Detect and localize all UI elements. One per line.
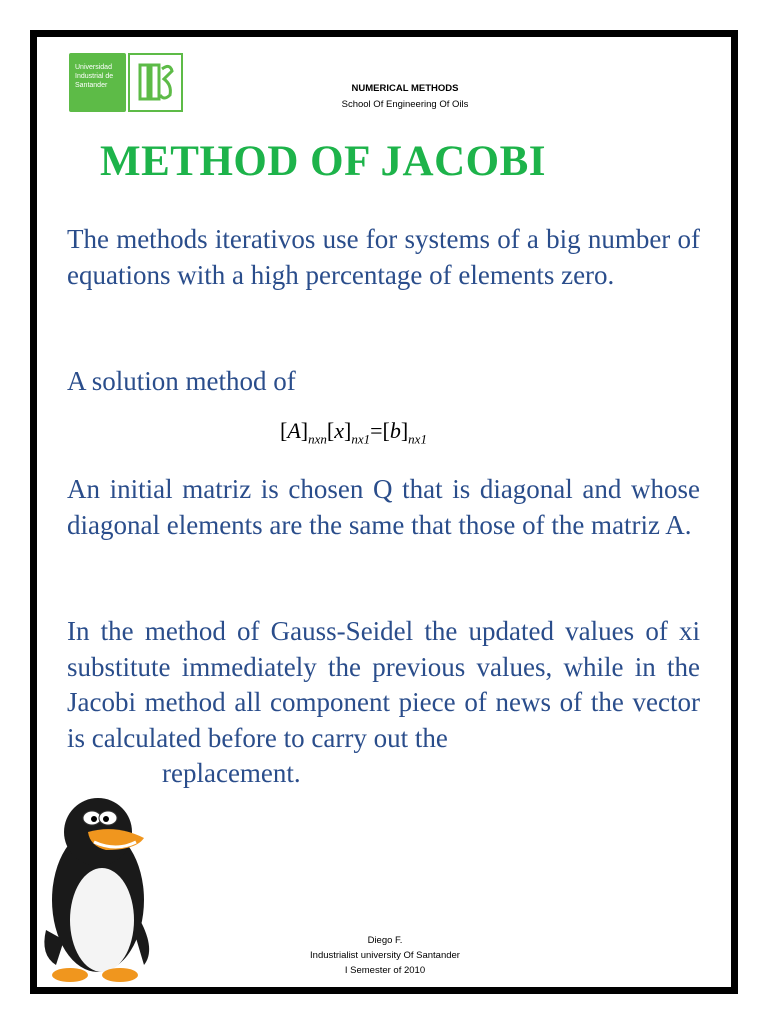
paragraph-gauss-seidel-main: In the method of Gauss-Seidel the updated values of xi substitute immediately the previous values, while in the Jacobi method all component piece of news of the vector is calculated before to carry out the: [67, 616, 700, 753]
bracket-open-a: [: [280, 418, 288, 443]
page-title: METHOD OF JACOBI: [100, 138, 546, 185]
vector-b-dim: nx1: [408, 431, 427, 447]
penguin-mascot-icon: [36, 780, 156, 985]
paragraph-solution: A solution method of: [67, 366, 296, 396]
course-title: NUMERICAL METHODS: [351, 83, 459, 94]
university-logo-icon: [69, 53, 126, 112]
logo-text: Universidad Industrial de Santander: [75, 64, 114, 89]
matrix-equation: [280, 418, 427, 447]
vector-x: x: [334, 418, 344, 443]
footer-author: Diego F.: [367, 935, 403, 946]
bracket-close-x: ]: [343, 418, 352, 443]
bracket-open-b: [: [382, 418, 390, 443]
bracket-close-a: ]: [300, 418, 309, 443]
paragraph-gauss-seidel-last: replacement.: [162, 758, 301, 788]
paragraph-gauss-seidel: [67, 614, 700, 792]
school-name: School Of Engineering Of Oils: [341, 99, 469, 110]
footer-semester: I Semester of 2010: [344, 965, 426, 976]
bracket-open-x: [: [326, 418, 335, 443]
equals-sign: =: [370, 418, 383, 443]
uis-emblem-icon: [128, 53, 183, 112]
bracket-close-b: ]: [400, 418, 409, 443]
matrix-a-dim: nxn: [308, 431, 327, 447]
matrix-a: A: [287, 418, 301, 443]
paragraph-initial-matrix: An initial matriz is chosen Q that is diagonal and whose diagonal elements are the same that those of the matriz A.: [67, 474, 700, 540]
footer-university: Industrialist university Of Santander: [310, 950, 460, 961]
vector-x-dim: nx1: [351, 431, 371, 447]
vector-b: b: [389, 418, 401, 443]
paragraph-intro: The methods iterativos use for systems of a big number of equations with a high percentage of elements zero.: [67, 224, 700, 290]
